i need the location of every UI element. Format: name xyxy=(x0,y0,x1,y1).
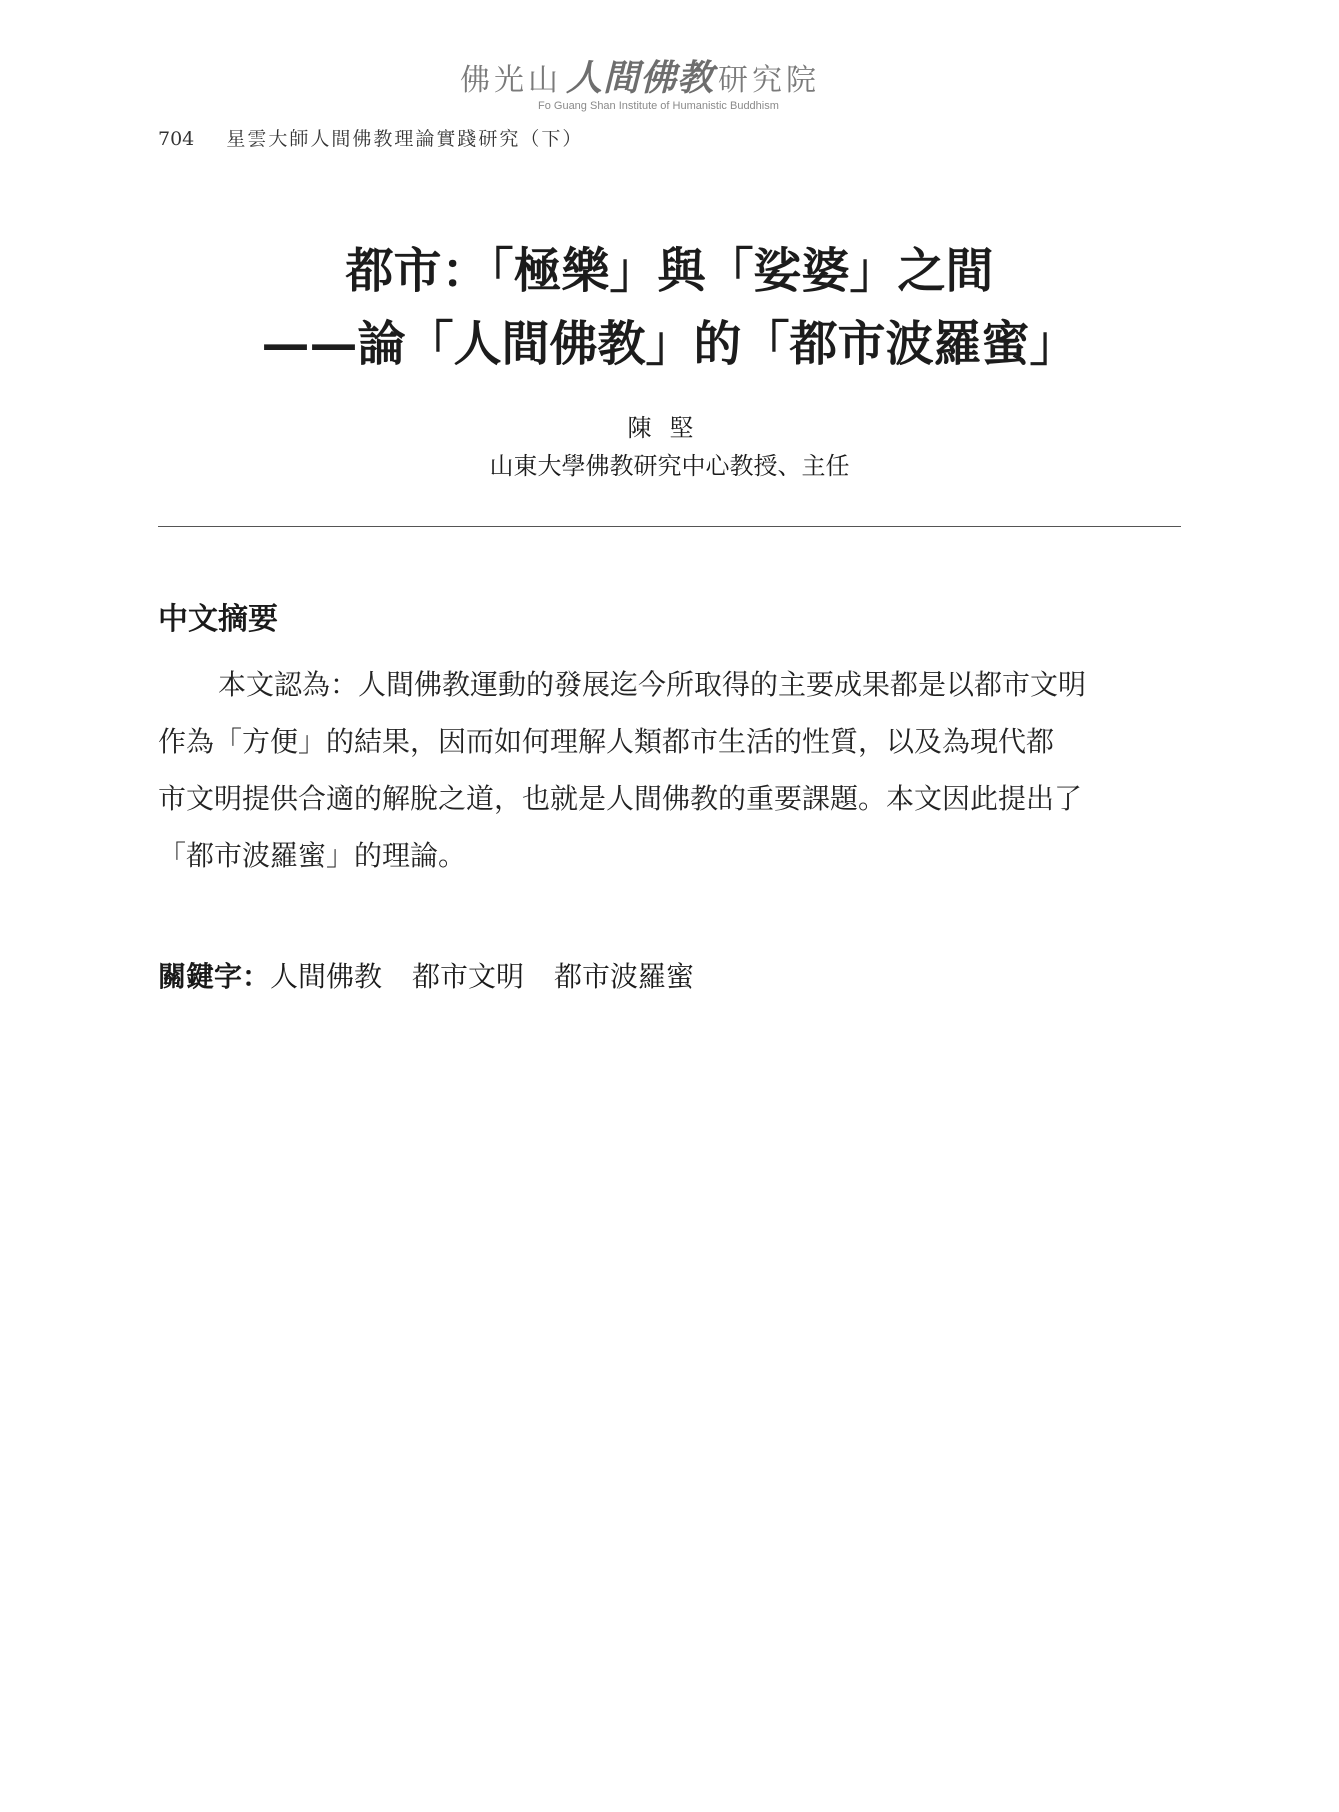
author-name: 陳堅 xyxy=(627,414,712,442)
abstract-line: 作為「方便」的結果，因而如何理解人類都市生活的性質，以及為現代都 xyxy=(158,725,1055,758)
institute-logo xyxy=(460,58,880,128)
book-title: 星雲大師人間佛教理論實踐研究（下） xyxy=(226,128,584,150)
logo-english: Fo Guang Shan Institute of Humanistic Buddhism xyxy=(538,100,779,112)
logo-brush-text: 人間佛教 xyxy=(566,57,715,99)
page-number: 704 xyxy=(158,128,195,150)
running-header xyxy=(158,124,583,151)
abstract-line: 本文認為：人間佛教運動的發展迄今所取得的主要成果都是以都市文明 xyxy=(218,668,1087,701)
divider-line xyxy=(158,526,1181,527)
keywords xyxy=(158,955,724,995)
author-affiliation: 山東大學佛教研究中心教授、主任 xyxy=(489,452,850,480)
keyword-item: 人間佛教 xyxy=(270,960,383,993)
keyword-item: 都市波羅蜜 xyxy=(554,960,695,993)
logo-suffix: 研究院 xyxy=(718,63,821,98)
abstract-heading: 中文摘要 xyxy=(158,602,278,637)
article-title: 都市：「極樂」與「娑婆」之間 xyxy=(345,243,994,299)
logo-prefix: 佛光山 xyxy=(460,63,562,98)
article-subtitle: ——論「人間佛教」的「都市波羅蜜」 xyxy=(261,316,1078,372)
logo-wordmark xyxy=(460,58,820,101)
abstract-line: 市文明提供合適的解脫之道，也就是人間佛教的重要課題。本文因此提出了 xyxy=(158,782,1083,815)
abstract-body xyxy=(158,656,1181,884)
keywords-label: 關鍵字： xyxy=(158,960,271,993)
keyword-item: 都市文明 xyxy=(412,960,525,993)
abstract-line: 「都市波羅蜜」的理論。 xyxy=(158,839,467,872)
